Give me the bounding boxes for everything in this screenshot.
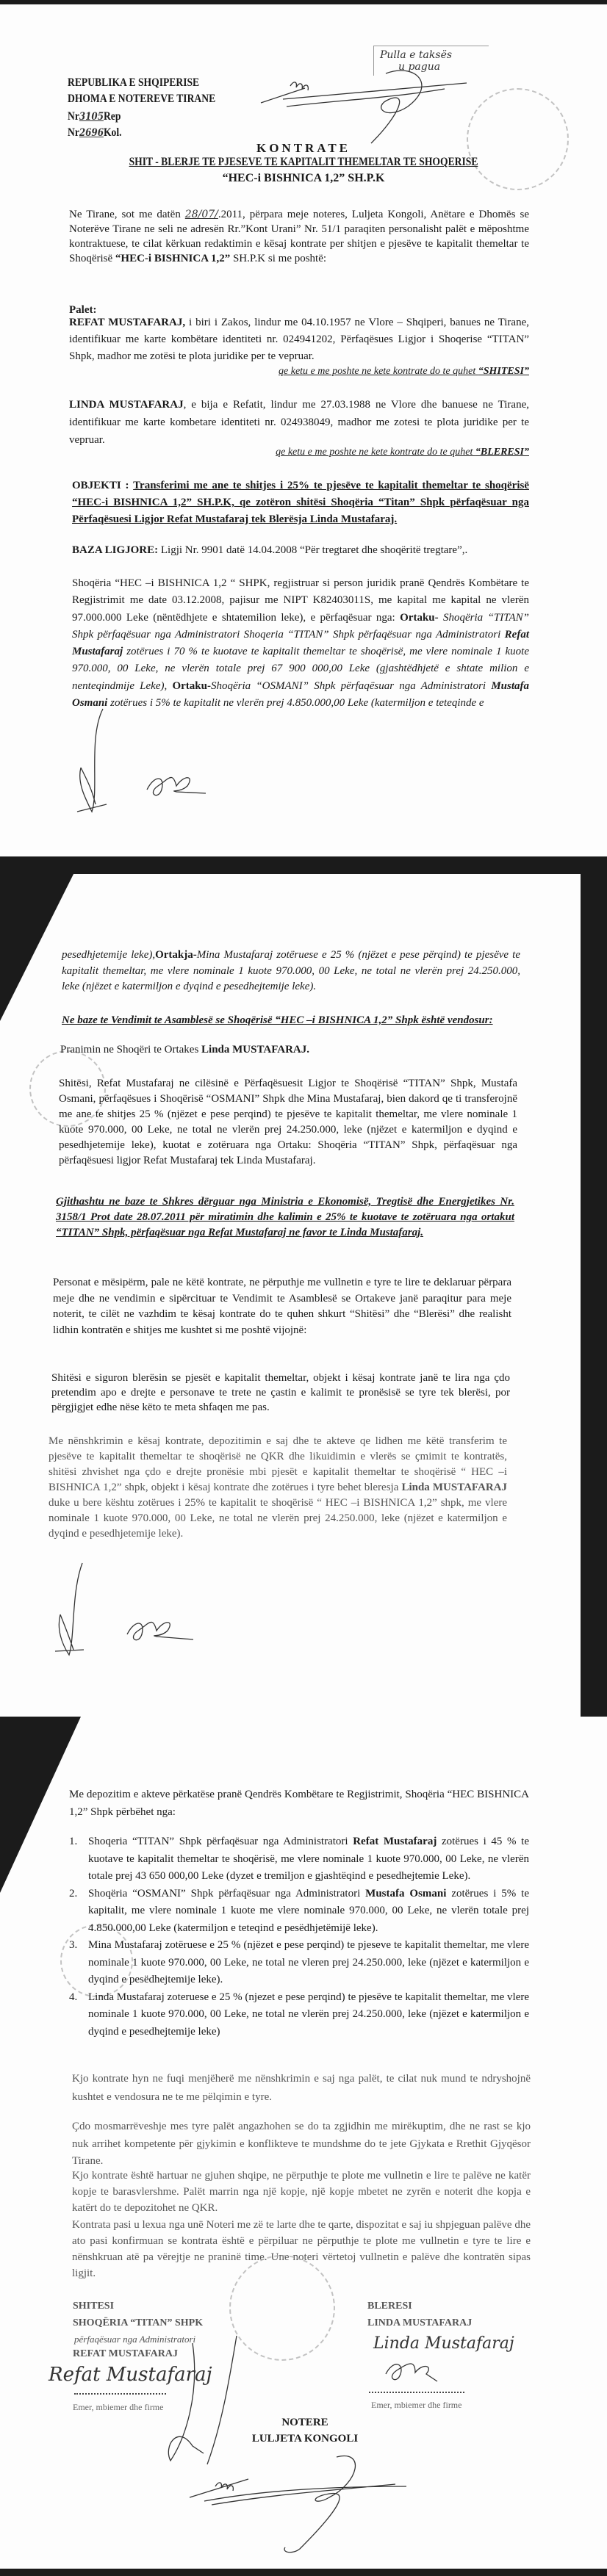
buyer-name: LINDA MUSTAFARAJ [367, 2317, 473, 2328]
header-chamber: DHOMA E NOTEREVE TIRANE [68, 93, 216, 105]
text-segment: Refat Mustafaraj [353, 1836, 437, 1847]
text-segment: Çdo mosmarrëveshje mes tyre palët angazhohen se do ta zgjidhin me mirëkuptim, dhe ne rast se kjo nuk arrihet kompetente për gjykimin e konflikteve te mundshme do te jete Gjykata e Rrethit Gjyqësor Tirane. [72, 2121, 531, 2167]
buyer-handwritten-signature: Linda Mustafaraj [373, 2334, 514, 2353]
buyer-caption: Emer, mbiemer dhe firme [371, 2400, 462, 2410]
text-segment: qe ketu e me poshte ne kete kontrate do te quhet [279, 366, 478, 377]
ministry-approval [56, 1194, 514, 1241]
text-segment: Shoqëria “HEC –i BISHNICA 1,2 “ SHPK, regjistruar si person juridik pranë Qendrës Kombëtare te Regjistrimit me date 03.12.2008, pajisur me NIPT K82403011S, me kapital me kapital ne vlerën 97.000.000 Leke (nëntëdhjete e shtatemilion leke), e përfaqësuar nga: [72, 577, 529, 624]
seller-signature-line [74, 2393, 166, 2395]
text-segment: SH.P.K si me poshtë: [230, 253, 327, 264]
notary-signature-bottom [190, 2453, 410, 2556]
seller-company: SHOQËRIA “TITAN” SHPK [73, 2317, 204, 2328]
list-text [88, 1833, 529, 1886]
seller-label: SHITESI [73, 2301, 115, 2312]
copies-clause [72, 2168, 531, 2216]
text-segment: Personat e mësipërm, pale ne këtë kontrate, ne përputhje me vullnetin e tyre te lire te deklaruar përpara meje dhe ne vendimin e sipërcituar te Vendimit te Asamblesë se Ortakeve janë paraqitur para meje noterit, te cilët ne vazhdim te kësaj kontrate do te quhen shkurt “Shitësi” dhe “Blerësi” dhe realisht lidhin kontratën e shitjes me kushtet si me poshtë vijojnë: [53, 1277, 511, 1336]
text-segment: Me nënshkrimin e kësaj kontrate, depozitimin e saj dhe te akteve qe lidhen me këtë transferim te pjesëve te kapitalit themeltar te shoqërisë ne QKR dhe likuidimin e vlerës se çmimit te kontratës, shitësi zhvishet nga çdo e drejte pronësie mbi pjesët e kapitalit themeltar te shoqërisë “ HEC –i BISHNICA 1,2” shpk, objekt i kësaj kontrate dhe zotërues i tyre behet bleresja [49, 1435, 507, 1493]
text-segment: Me depozitim e akteve përkatëse pranë Qendrës Kombëtare te Regjistrimit, Shoqëria “HEC BISHNICA 1,2” Shpk përbëhet nga: [69, 1789, 529, 1818]
disputes-clause [72, 2118, 531, 2171]
assembly-decision [62, 1012, 520, 1028]
text-segment: Mina Mustafaraj zotëruese e 25 % (njëzet e pese përqind) te pjesëve te kapitalit themeltar, me vlere nominale 1 kuote 970.000, 00 Leke, ne total ne vlerën prej 24.250.000, leke (njëzet e katermiljon e dyqind e pesedhejtemije leke). [62, 949, 520, 992]
header-republic: REPUBLIKA E SHQIPERISE [68, 76, 200, 89]
notary-label: NOTERE [281, 2417, 328, 2428]
signature-page1-right [143, 771, 209, 804]
intro-paragraph [69, 207, 529, 266]
text-segment: Kontrata pasi u lexua nga unë Noteri me zë te larte dhe te qarte, dispozitat e saj iu shpjeguan palëve dhe ato pasi konfirmuan se kontrata është e përpiluar ne përputhje te plote me vullnetin e tyre te lire e nënshkruan atë pa vërejtje ne praninë time. Une noteri vërtetoj vullnetin e palëve dhe kontratën sipas ligjit. [72, 2219, 531, 2279]
text-segment: Transferimi me ane te shitjes i 25% te pjesëve te kapitalit themeltar te shoqërisë “HEC-i BISHNICA 1,2” SH.P.K, qe zotëron shitësi Shoqëria “Titan” Shpk përfaqësuar nga Përfaqësuesi Ligjor Refat Mustafaraj tek Blerësja Linda Mustafaraj. [72, 480, 529, 525]
text-segment: BAZA LIGJORE: [72, 544, 159, 556]
text-segment: Linda MUSTAFARAJ. [201, 1044, 310, 1056]
nr-prefix: Nr [68, 126, 79, 139]
legal-basis [72, 544, 529, 557]
object-clause [72, 477, 529, 528]
text-segment: pesedhjetemije leke), [62, 949, 156, 961]
text-segment: Linda MUSTAFARAJ [401, 1482, 507, 1493]
text-segment: Ne Tirane, sot me datën [69, 209, 185, 220]
party-refat-role [69, 366, 529, 378]
buyer-signature-line [369, 2392, 464, 2393]
company-name: “HEC-i BISHNICA 1,2” SH.P.K [222, 172, 385, 184]
text-segment: Ortakja- [155, 949, 197, 961]
text-segment: .2011, përpara meje noteres, Luljeta Kongoli, Anëtare e Dhomës se Noterëve Tirane ne seli ne adresën Rr.”Kont Urani” Nr. 51/1 paraqiten personalisht palët e mëposhtme kontraktuese, te cilat kërkuan redaktimin e kësaj kontrate per shitjen e pjesëve te kapitalit themeltar te Shoqërisë [69, 209, 529, 264]
text-segment: “HEC-i BISHNICA 1,2” [115, 253, 231, 264]
list-text [88, 1989, 529, 2041]
scan-shadow [581, 874, 607, 1717]
text-segment: Refat Mustafaraj [72, 628, 529, 658]
text-segment: Kjo kontrate hyn ne fuqi menjëherë me nënshkrimin e saj nga palët, te cilat nuk mund te ndryshojnë kushtet e vendosura ne te me pëlqimin e tyre. [72, 2073, 531, 2103]
company-description [72, 575, 529, 712]
text-segment: LINDA MUSTAFARAJ [69, 399, 184, 411]
seller-name: REFAT MUSTAFARAJ [73, 2348, 178, 2359]
text-segment: Mustafa Osmani [72, 679, 529, 710]
buyer-label: BLERESI [367, 2301, 412, 2312]
signing-effect [49, 1434, 507, 1542]
text-segment: Pranimin ne Shoqëri te Ortakes [60, 1044, 202, 1056]
collection-number [68, 126, 122, 140]
text-segment: REFAT MUSTAFARAJ, [69, 317, 186, 328]
party-refat [69, 314, 529, 365]
tax-note-line: Pulla e taksës [380, 49, 453, 61]
text-segment: Linda Mustafaraj zoteruese e 25 % (njezet e pese perqind) te pjesëve te kapitalit themeltar, me vlere nominale 1 kuote 970.000, 00 Leke, ne total ne vlerën prej 24.250.000, leke (njëzet e katermiljon e dyqind e pesedhejtemije leke) [88, 1991, 529, 2038]
nr-prefix: Nr [68, 110, 79, 123]
persons-declaration [53, 1275, 511, 1338]
text-segment: Ligji Nr. 9901 datë 14.04.2008 “Për tregtaret dhe shoqëritë tregtare”,. [158, 544, 468, 556]
registration-paragraph [69, 1786, 529, 1821]
text-segment: zotërues i 5% te kapitalit ne vlerën prej 4.850.000,00 Leke (katermiljon e teteqinde e [107, 697, 484, 710]
text-segment: duke u bere kështu zotërues i 25% te kapitalit te shoqërisë “ HEC –i BISHNICA 1,2” shpk, me vlere nominale 1 kuote 970.000, 00 Leke, ne total ne vlerën prej 24.250.000, leke (njëzet e katermiljon e dyqind e pesedhjetemije leke). [49, 1497, 507, 1540]
party-linda-role [69, 447, 529, 458]
text-segment: zotërues i 70 % te kuotave te kapitalit themeltar te shoqërisë, me vlere nominale 1 kuote 970.000, 00 Leke, ne vlerën totale prej 67 900 000,00 Leke (gjashtëdhjetë e shtate milion e nenteqindmije Leke), [72, 646, 529, 692]
text-segment: Shitësi e siguron blerësin se pjesët e kapitalit themeltar, objekt i kësaj kontrate janë te lira nga çdo pretendim apo e drejte e personave te trete ne çastin e kalimit te pronësisë se tyre tek blerësi, por përgjigjet edhe nëse këto te meta shfaqen me pas. [51, 1372, 510, 1413]
members-list [69, 1833, 529, 2041]
member-list-item [69, 1937, 529, 1989]
tax-note-line: u pagua [398, 61, 441, 73]
list-number: 1. [69, 1836, 78, 1847]
text-segment: Ortaku- [400, 611, 439, 624]
collection-value: 2696 [79, 127, 104, 139]
text-segment: Gjithashtu ne baze te Shkres dërguar nga Ministria e Ekonomisë, Tregtisë dhe Energjetikes Nr. 3158/1 Prot date 28.07.2011 për miratimin dhe kalimin e 25% te kuotave te zotëruara nga ortakut “TITAN” Shpk, përfaqësuar nga Refat Mustafaraj ne favor te Linda Mustafaraj. [56, 1196, 514, 1238]
text-segment: qe ketu e me poshte ne kete kontrate do te quhet [276, 447, 475, 458]
kol-suffix: Kol. [103, 126, 122, 139]
document-subtitle: SHIT - BLERJE TE PJESEVE TE KAPITALIT THEMELTAR TE SHOQERISE [129, 156, 478, 168]
seller-agreement [59, 1076, 517, 1169]
text-segment: “BLERESI” [475, 447, 529, 458]
text-segment: Shoqëria “OSMANI” Shpk përfaqësuar nga Administratori [210, 679, 492, 692]
rep-suffix: Rep [103, 110, 121, 123]
seller-role: përfaqësuar nga Administratori [74, 2334, 196, 2345]
signature-page2-right [123, 1616, 197, 1649]
list-number: 4. [69, 1991, 78, 2003]
text-segment: Shoqeria “TITAN” Shpk përfaqësuar nga Administratori [88, 1836, 353, 1847]
text-segment: Mustafa Osmani [365, 1887, 447, 1899]
repertory-number [68, 110, 121, 123]
text-segment: Ortaku- [172, 679, 211, 692]
signature-page1-left [73, 709, 110, 819]
text-segment: Shoqëria “TITAN” Shpk përfaqësuar nga Administratori Shoqeria “TITAN” Shpk përfaqësuar nga Administratori [72, 611, 529, 641]
member-list-item [69, 1833, 529, 1886]
text-segment: Mina Mustafaraj zotëruese e 25 % (njëzet e pese perqind) te pjeseve te kapitalit themeltar, me vlere nominale 1 kuote 970.000, 00 Leke, ne total ne vleren prej 24.250.000, leke (njëzet e katermiljon e dyqind e pesëdhejtemije leke). [88, 1939, 529, 1985]
handwritten-date: 28/07/ [184, 209, 218, 220]
repertory-value: 3105 [79, 111, 104, 123]
member-list-item [69, 1989, 529, 2041]
member-list-item [69, 1886, 529, 1938]
list-text [88, 1937, 529, 1989]
seller-guarantee [51, 1371, 510, 1415]
seller-caption: Emer, mbiemer dhe firme [73, 2402, 164, 2412]
notary-seal-stamp [229, 2255, 335, 2361]
text-segment: i biri i Zakos, lindur me 04.10.1957 ne Vlore – Shqiperi, banues ne Tirane, identifikuar me karte kombëtare identiteti nr. 024941202, Përfaqësues Ligjor i Shoqerise “TITAN” Shpk, madhor me zotësi te plota juridike per te vepruar. [69, 317, 529, 362]
list-number: 2. [69, 1887, 78, 1899]
party-linda [69, 396, 529, 449]
text-segment: Shoqëria “OSMANI” Shpk përfaqësuar nga Administratori [88, 1887, 366, 1899]
continued-paragraph [62, 948, 520, 995]
text-segment: Ne baze te Vendimit te Asamblesë se Shoqërisë “HEC –i BISHNICA 1,2” Shpk është vendosur: [62, 1014, 493, 1026]
notary-signature-top [261, 70, 467, 143]
text-segment: zotërues i 5% te kapitalit, me vlere nominale 1 kuote me vlere nominale 970.000, 00 Leke, ne vlerën totale prej 4.850.000,00 Leke (katermiljon e teteqind e pesëdhjetëmijë leke). [88, 1887, 529, 1934]
text-segment: OBJEKTI : [72, 480, 134, 491]
text-segment: Shitësi, Refat Mustafaraj ne cilësinë e Përfaqësuesit Ligjor te Shoqërisë “TITAN” Shpk, Mustafa Osmani, përfaqësues i Shoqërisë “OSMANI” Shpk dhe Mina Mustafaraj, bien dakord qe ti transferojnë me ane te shitjes 25 % (njëzet e pese perqind) te pjesëve te kapitalit themeltar, me vlere nominale 1 kuote 970.000, 00 Leke, ne total ne vlerën prej 24.250.000, leke (njëzet e katermiljon e dyqind e pesedhjetemije leke), kuotat e zotëruara nga Ortaku: Shoqëria “TITAN” Shpk, përfaqësuar nga përfaqësuesi ligjor Refat Mustafaraj tek Linda Mustafaraj. [59, 1078, 517, 1166]
acceptance-clause [60, 1044, 519, 1056]
entry-into-force [72, 2070, 531, 2107]
seller-handwritten-signature: Refat Mustafaraj [49, 2364, 212, 2386]
signature-page2-left [53, 1563, 90, 1662]
seller-admin-signature [163, 2336, 244, 2468]
list-text [88, 1886, 529, 1938]
text-segment: zotërues i 45 % te kuotave te kapitalit themeltar te shoqërisë, me vlere nominale 1 kuote 970.000, 00 Leke, ne vlerën totale prej 43 650 000,00 Leke (dyzet e tremiljon e gjashtëqind e pesedhejtemie Leke). [88, 1836, 529, 1882]
document-title: KONTRATE [256, 141, 351, 155]
notary-name: LULJETA KONGOLI [251, 2433, 359, 2445]
buyer-initials [382, 2359, 441, 2385]
list-number: 3. [69, 1939, 78, 1951]
text-segment: Kjo kontrate është hartuar ne gjuhen shqipe, ne përputhje te plote me vullnetin e lire te palëve ne katër kopje te barasvlershme. Palët marrin nga një kopje, një kopje mbetet ne zyrën e noterit dhe kopja e katërt do te depozitohet ne QKR. [72, 2170, 531, 2214]
text-segment: Palet: [69, 304, 97, 316]
text-segment: “SHITESI” [478, 366, 529, 377]
text-segment: , e bija e Refatit, lindur me 27.03.1988 ne Vlore dhe banuese ne Tirane, identifikuar me karte kombetare identiteti nr. 024938049, madhor me zotesi te plota juridike per te vepruar. [69, 399, 529, 446]
